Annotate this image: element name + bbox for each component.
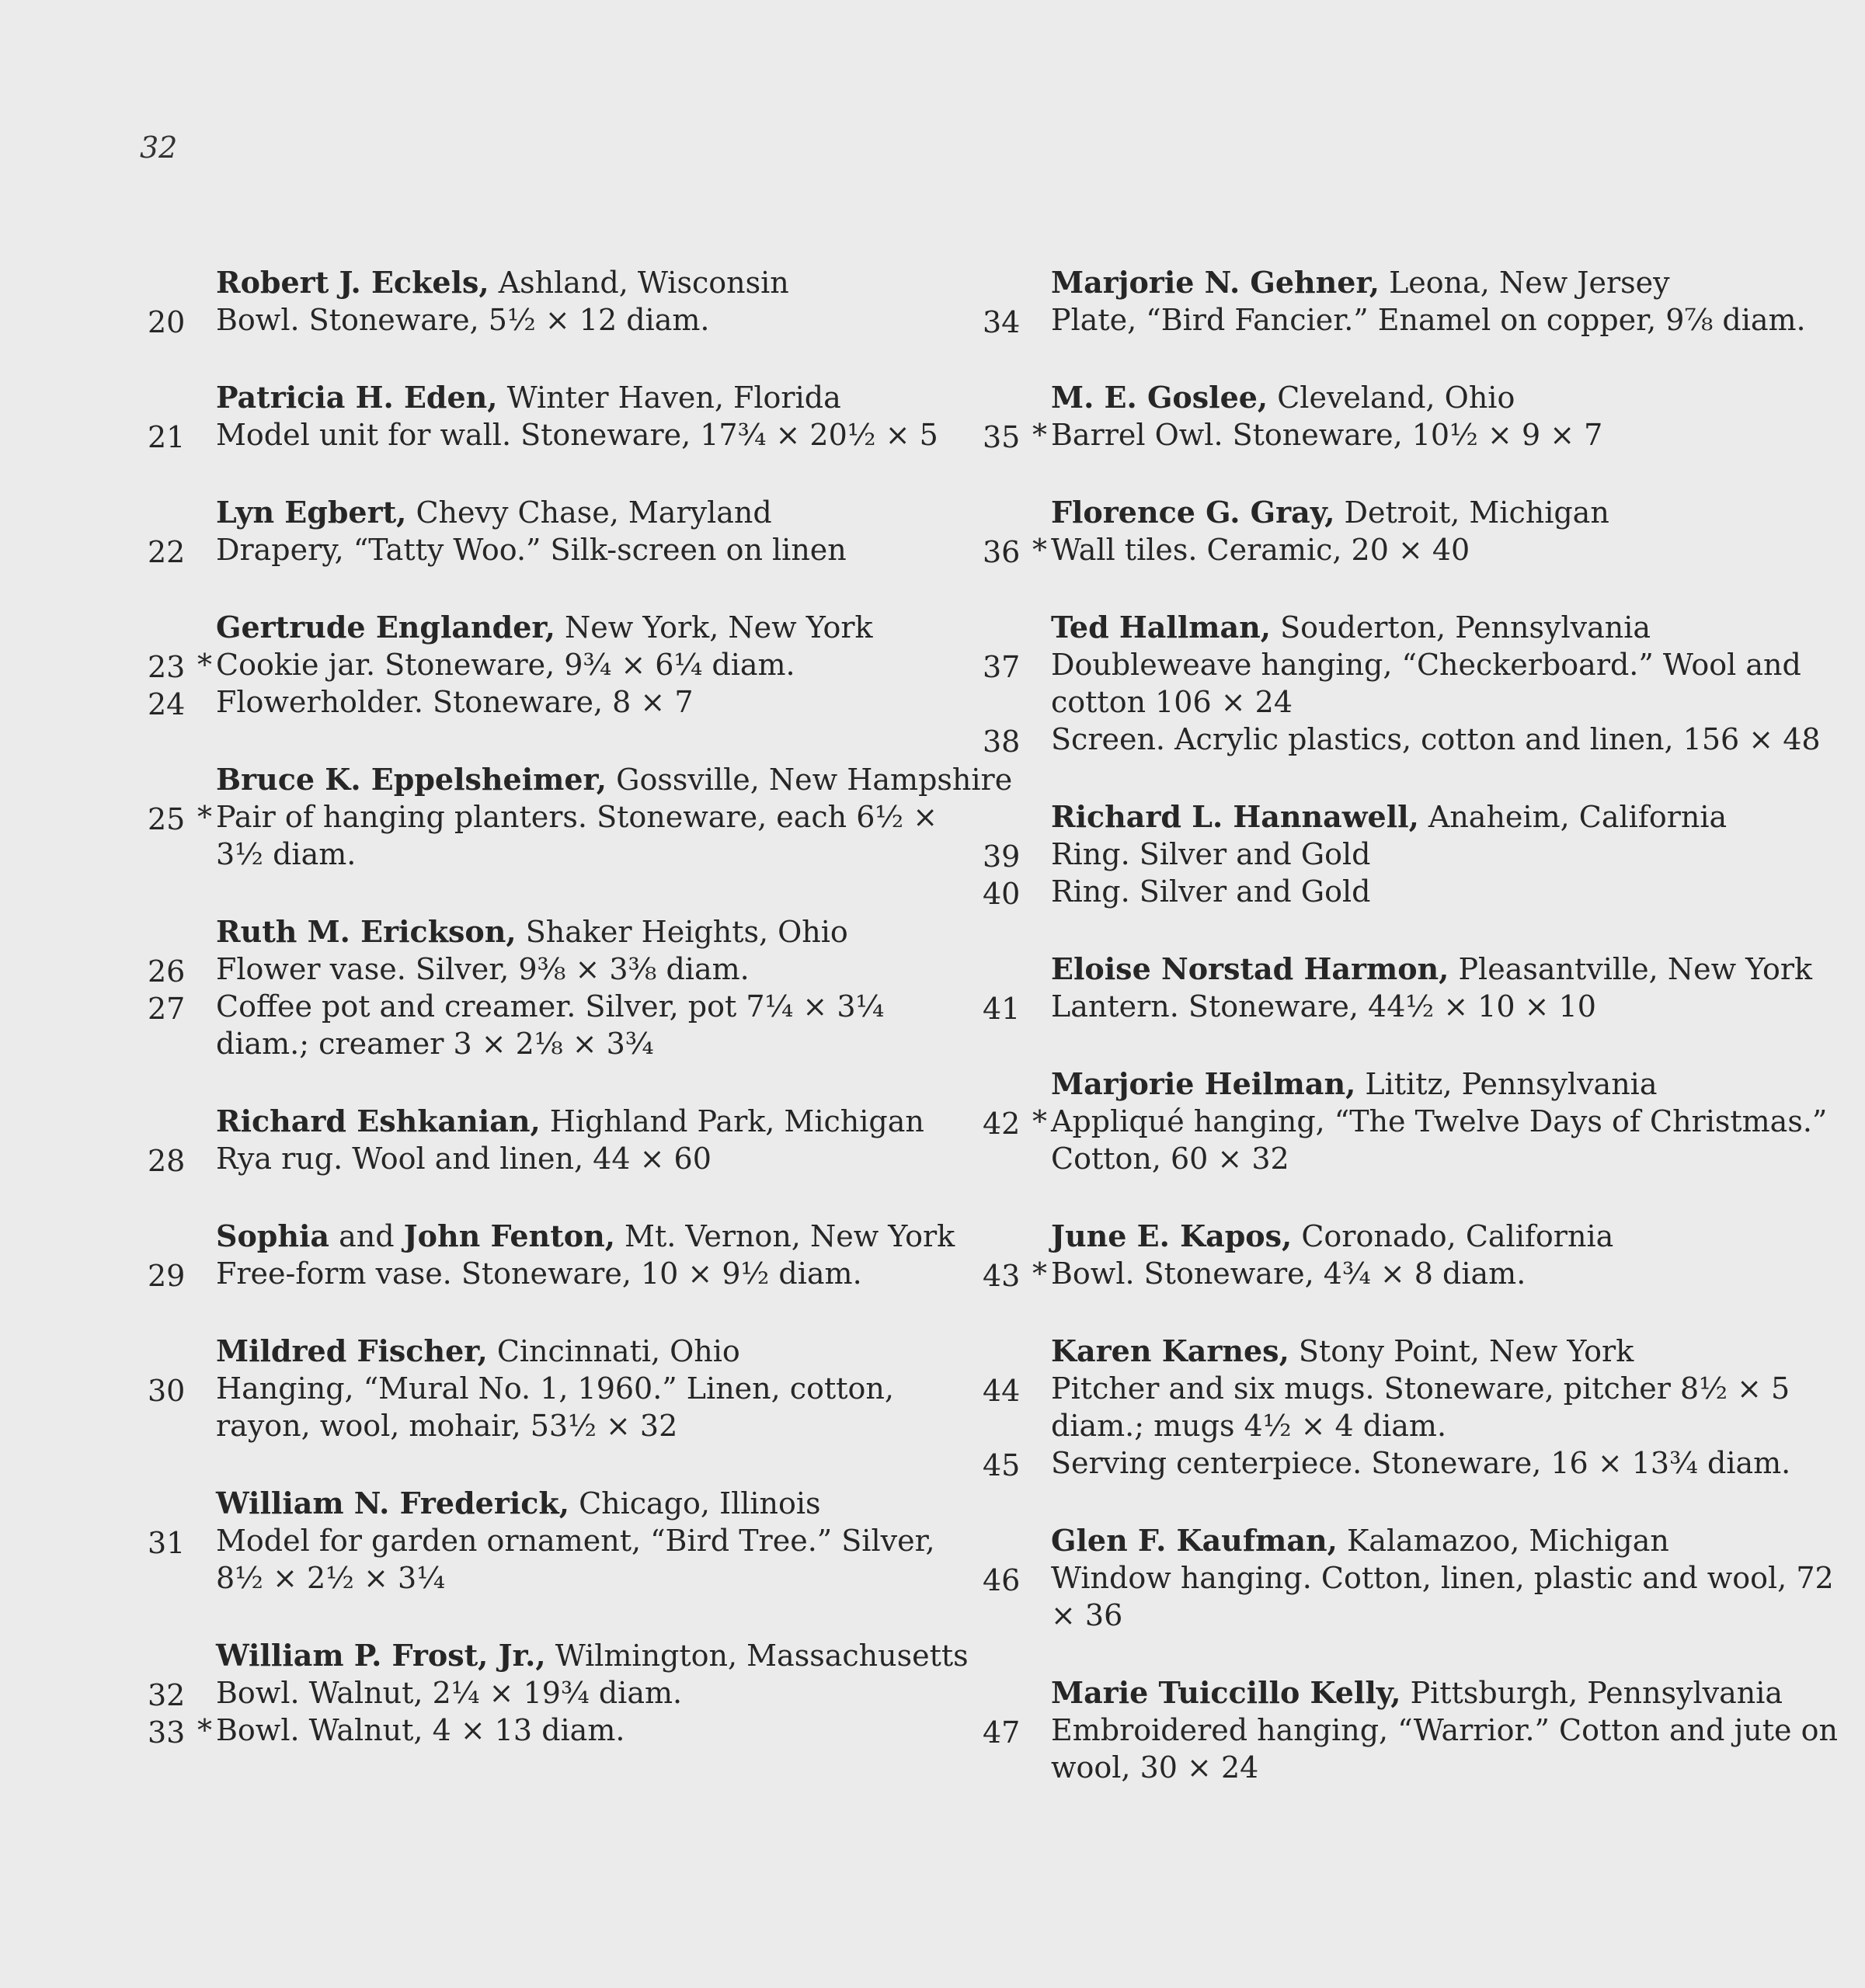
- catalog-entry: [148, 264, 948, 339]
- artist-line: [983, 264, 1853, 301]
- artist-location: Lititz, Pennsylvania: [1355, 1067, 1658, 1101]
- catalog-item: [983, 531, 1853, 568]
- artist-line: [983, 1065, 1853, 1103]
- item-description: Lantern. Stoneware, 44½ × 10 × 10: [1051, 989, 1596, 1024]
- artist-location: Souderton, Pennsylvania: [1270, 610, 1651, 645]
- artist-line: [148, 1103, 948, 1140]
- catalog-entry: [148, 1637, 969, 1750]
- artist-location: Stony Point, New York: [1289, 1334, 1634, 1368]
- right-column: [983, 264, 1853, 1826]
- item-description: Doubleweave hanging, “Checkerboard.” Wool and cotton 106 × 24: [1051, 648, 1801, 719]
- item-description: Window hanging. Cotton, linen, plastic and wool, 72 × 36: [1051, 1561, 1834, 1632]
- artist-location: Leona, New Jersey: [1379, 266, 1670, 300]
- asterisk-marker: *: [197, 1713, 212, 1747]
- artist-name: Florence G. Gray,: [1051, 495, 1335, 530]
- artist-line: [148, 264, 948, 301]
- artist-line: [983, 379, 1853, 416]
- artist-line: [983, 951, 1853, 988]
- artist-line: [148, 379, 948, 416]
- item-description: Barrel Owl. Stoneware, 10½ × 9 × 7: [1051, 418, 1603, 452]
- catalog-entry: [148, 1333, 948, 1444]
- item-number: 26: [148, 954, 186, 989]
- artist-name: Ruth M. Erickson,: [216, 914, 517, 949]
- item-description: Screen. Acrylic plastics, cotton and linen, 156 × 48: [1051, 722, 1821, 756]
- catalog-item: [983, 1255, 1853, 1292]
- item-number: 37: [983, 650, 1021, 684]
- catalog-item: [148, 683, 948, 721]
- catalog-entry: [983, 379, 1853, 454]
- catalog-entry: [148, 1218, 955, 1293]
- artist-name: Patricia H. Eden,: [216, 380, 498, 415]
- catalog-item: [983, 301, 1853, 339]
- artist-name: Marie Tuiccillo Kelly,: [1051, 1675, 1401, 1710]
- artist-name: William N. Frederick,: [216, 1486, 569, 1521]
- item-number: 25: [148, 802, 186, 836]
- item-number: 47: [983, 1715, 1021, 1750]
- artist-name: William P. Frost, Jr.,: [216, 1638, 546, 1673]
- catalog-entry: [148, 1485, 948, 1597]
- artist-line: [148, 1485, 948, 1522]
- catalog-entry: [983, 798, 1853, 910]
- catalog-item: [148, 416, 948, 454]
- catalog-entry: [148, 913, 948, 1062]
- item-number: 24: [148, 687, 186, 721]
- catalog-item: [148, 798, 948, 873]
- item-description: Appliqué hanging, “The Twelve Days of Christmas.” Cotton, 60 × 32: [1051, 1104, 1828, 1176]
- item-description: Pitcher and six mugs. Stoneware, pitcher 8½ × 5 diam.; mugs 4½ × 4 diam.: [1051, 1371, 1790, 1443]
- item-number: 33: [148, 1715, 186, 1750]
- catalog-item: [148, 988, 948, 1062]
- item-description: Serving centerpiece. Stoneware, 16 × 13¾ diam.: [1051, 1446, 1791, 1480]
- asterisk-marker: *: [1032, 1104, 1047, 1138]
- catalog-item: [148, 1674, 948, 1712]
- catalog-item: [148, 1712, 948, 1749]
- catalog-item: [983, 416, 1853, 454]
- artist-line: [983, 1674, 1853, 1712]
- item-description: Flowerholder. Stoneware, 8 × 7: [216, 685, 694, 719]
- catalog-entry: [983, 1218, 1853, 1292]
- artist-line: [983, 609, 1853, 646]
- artist-line: [983, 1522, 1853, 1559]
- artist-name: Ted Hallman,: [1051, 610, 1271, 645]
- artist-name: M. E. Goslee,: [1051, 380, 1268, 415]
- artist-line: [983, 1333, 1853, 1370]
- item-number: 40: [983, 877, 1021, 911]
- artist-line: [148, 913, 948, 951]
- artist-name: Marjorie Heilman,: [1051, 1066, 1356, 1101]
- item-description: Bowl. Stoneware, 5½ × 12 diam.: [216, 303, 710, 337]
- item-number: 38: [983, 725, 1021, 759]
- item-description: Embroidered hanging, “Warrior.” Cotton and jute on wool, 30 × 24: [1051, 1713, 1838, 1785]
- item-number: 27: [148, 992, 186, 1026]
- item-number: 20: [148, 305, 186, 339]
- item-number: 23: [148, 650, 186, 684]
- item-number: 21: [148, 420, 186, 454]
- artist-location: Mt. Vernon, New York: [614, 1219, 955, 1253]
- artist-name: Mildred Fischer,: [216, 1333, 488, 1368]
- artist-line: [148, 1333, 948, 1370]
- catalog-item: [983, 1444, 1853, 1482]
- artist-name: Glen F. Kaufman,: [1051, 1523, 1338, 1558]
- item-description: Ring. Silver and Gold: [1051, 874, 1371, 909]
- artist-line: [983, 1218, 1853, 1255]
- catalog-item: [148, 646, 948, 683]
- catalog-entry: [148, 379, 948, 454]
- artist-location: Chevy Chase, Maryland: [406, 495, 772, 530]
- item-description: Cookie jar. Stoneware, 9¾ × 6¼ diam.: [216, 648, 795, 682]
- artist-line: [148, 1637, 969, 1674]
- artist-name: Eloise Norstad Harmon,: [1051, 951, 1449, 986]
- item-number: 39: [983, 839, 1021, 874]
- catalog-item: [983, 873, 1853, 910]
- artist-name: Karen Karnes,: [1051, 1333, 1289, 1368]
- artist-location: Pittsburgh, Pennsylvania: [1400, 1676, 1783, 1710]
- catalog-item: [983, 721, 1853, 758]
- asterisk-marker: *: [197, 800, 212, 834]
- catalog-item: [148, 951, 948, 988]
- catalog-entry: [148, 494, 948, 568]
- catalog-item: [148, 1255, 948, 1292]
- catalog-item: [983, 988, 1853, 1025]
- artist-location: Ashland, Wisconsin: [489, 266, 789, 300]
- catalog-item: [983, 1370, 1853, 1444]
- artist-location: Gossville, New Hampshire: [607, 763, 1013, 797]
- item-description: Bowl. Walnut, 4 × 13 diam.: [216, 1713, 625, 1747]
- artist-line: [148, 1218, 955, 1255]
- artist-name: Marjorie N. Gehner,: [1051, 265, 1380, 300]
- catalog-item: [148, 1522, 948, 1597]
- artist-name: Bruce K. Eppelsheimer,: [216, 762, 607, 797]
- artist-location: Anaheim, California: [1418, 800, 1728, 834]
- catalog-item: [983, 1103, 1853, 1177]
- page-number: 32: [140, 130, 178, 165]
- artist-location: Cleveland, Ohio: [1268, 381, 1515, 415]
- item-description: Model unit for wall. Stoneware, 17¾ × 20½ × 5: [216, 418, 938, 452]
- catalog-item: [148, 1370, 948, 1444]
- item-description: Free-form vase. Stoneware, 10 × 9½ diam.: [216, 1256, 862, 1291]
- artist-line: [983, 798, 1853, 836]
- artist-name: Richard L. Hannawell,: [1051, 799, 1419, 834]
- catalog-item: [148, 531, 948, 568]
- item-number: 22: [148, 535, 186, 569]
- item-number: 36: [983, 535, 1021, 569]
- item-number: 46: [983, 1563, 1021, 1597]
- item-description: Drapery, “Tatty Woo.” Silk-screen on linen: [216, 533, 847, 567]
- catalog-entry: [983, 951, 1853, 1025]
- artist-line: [148, 761, 1013, 798]
- artist-location: Highland Park, Michigan: [540, 1104, 924, 1138]
- item-description: Pair of hanging planters. Stoneware, each 6½ × 3½ diam.: [216, 800, 938, 871]
- catalog-item: [983, 646, 1853, 721]
- artist-line: [148, 609, 948, 646]
- catalog-entry: [983, 264, 1853, 339]
- item-number: 29: [148, 1259, 186, 1293]
- item-number: 44: [983, 1374, 1021, 1408]
- item-number: 35: [983, 420, 1021, 454]
- item-description: Bowl. Stoneware, 4¾ × 8 diam.: [1051, 1256, 1526, 1291]
- artist-name: John Fenton,: [403, 1218, 615, 1253]
- catalog-item: [148, 1140, 948, 1177]
- item-description: Bowl. Walnut, 2¼ × 19¾ diam.: [216, 1676, 683, 1710]
- artist-connector: and: [329, 1219, 404, 1253]
- artist-name: Robert J. Eckels,: [216, 265, 489, 300]
- artist-name: Richard Eshkanian,: [216, 1103, 541, 1138]
- item-number: 28: [148, 1144, 186, 1178]
- asterisk-marker: *: [197, 648, 212, 682]
- artist-location: Chicago, Illinois: [569, 1486, 821, 1521]
- asterisk-marker: *: [1032, 1256, 1047, 1291]
- item-number: 34: [983, 305, 1021, 339]
- artist-name: Lyn Egbert,: [216, 495, 407, 530]
- item-number: 32: [148, 1678, 186, 1712]
- item-description: Flower vase. Silver, 9⅜ × 3⅜ diam.: [216, 952, 750, 986]
- catalog-item: [983, 1712, 1853, 1786]
- artist-line: [983, 494, 1853, 531]
- item-description: Hanging, “Mural No. 1, 1960.” Linen, cotton, rayon, wool, mohair, 53½ × 32: [216, 1371, 894, 1443]
- asterisk-marker: *: [1032, 418, 1047, 452]
- item-description: Model for garden ornament, “Bird Tree.” Silver, 8½ × 2½ × 3¼: [216, 1524, 935, 1595]
- item-description: Plate, “Bird Fancier.” Enamel on copper, 9⅞ diam.: [1051, 303, 1806, 337]
- item-number: 43: [983, 1259, 1021, 1293]
- asterisk-marker: *: [1032, 533, 1047, 567]
- catalog-entry: [983, 1333, 1853, 1482]
- artist-name: Sophia: [216, 1218, 330, 1253]
- item-number: 42: [983, 1107, 1021, 1141]
- item-number: 41: [983, 992, 1021, 1026]
- artist-location: Shaker Heights, Ohio: [516, 915, 848, 949]
- catalog-item: [148, 301, 948, 339]
- artist-location: Detroit, Michigan: [1334, 495, 1609, 530]
- artist-location: Wilmington, Massachusetts: [545, 1639, 969, 1673]
- item-number: 31: [148, 1526, 186, 1560]
- catalog-entry: [148, 609, 948, 721]
- artist-location: Cincinnati, Ohio: [487, 1334, 740, 1368]
- item-description: Rya rug. Wool and linen, 44 × 60: [216, 1142, 712, 1176]
- item-number: 30: [148, 1374, 186, 1408]
- artist-location: Coronado, California: [1292, 1219, 1614, 1253]
- catalog-entry: [983, 1065, 1853, 1177]
- artist-location: Winter Haven, Florida: [497, 381, 841, 415]
- catalog-entry: [983, 1674, 1853, 1786]
- catalog-item: [983, 1559, 1853, 1634]
- artist-line: [148, 494, 948, 531]
- item-number: 45: [983, 1448, 1021, 1482]
- catalog-item: [983, 836, 1853, 873]
- item-description: Coffee pot and creamer. Silver, pot 7¼ × 3¼ diam.; creamer 3 × 2⅛ × 3¾: [216, 989, 885, 1061]
- artist-name: Gertrude Englander,: [216, 610, 555, 645]
- catalog-entry: [983, 1522, 1853, 1634]
- artist-location: Kalamazoo, Michigan: [1337, 1524, 1669, 1558]
- catalog-entry: [983, 494, 1853, 568]
- artist-name: June E. Kapos,: [1051, 1218, 1293, 1253]
- item-description: Wall tiles. Ceramic, 20 × 40: [1051, 533, 1470, 567]
- catalog-entry: [148, 1103, 948, 1177]
- catalog-entry: [983, 609, 1853, 758]
- artist-location: New York, New York: [555, 610, 873, 645]
- artist-location: Pleasantville, New York: [1449, 952, 1813, 986]
- item-description: Ring. Silver and Gold: [1051, 837, 1371, 871]
